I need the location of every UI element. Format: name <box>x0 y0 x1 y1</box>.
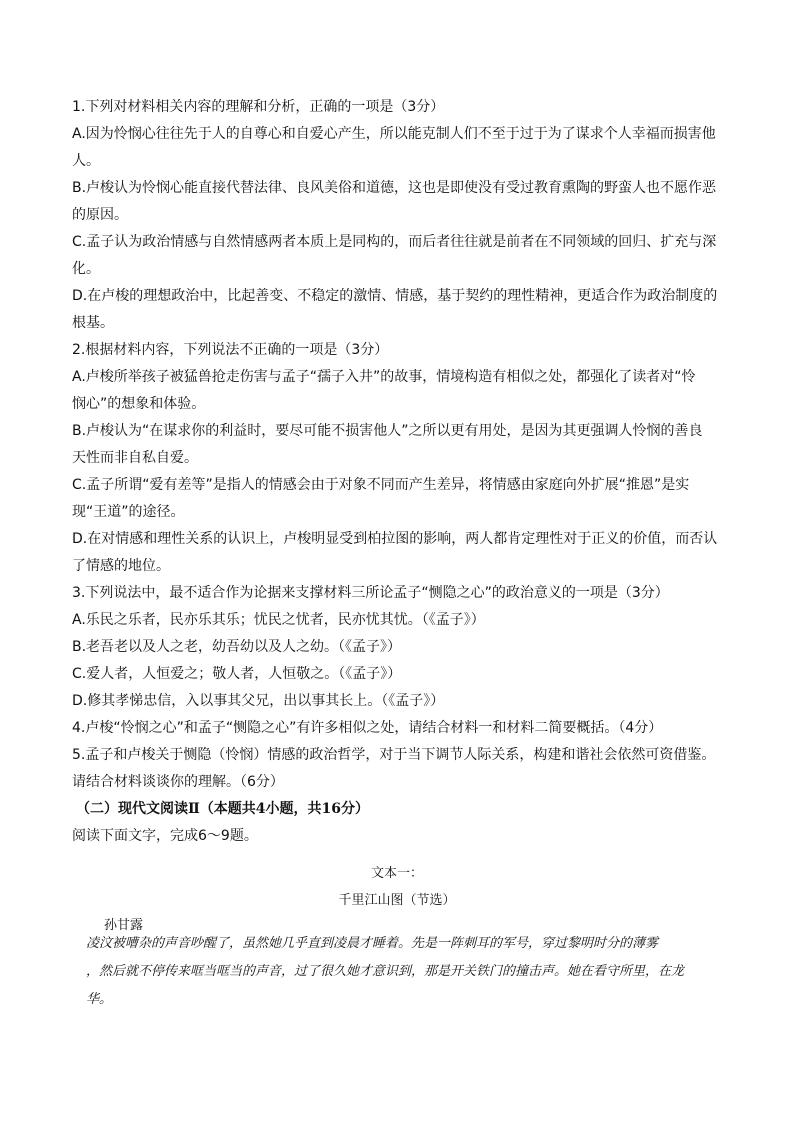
text-title: 千里江山图（节选） <box>338 893 456 908</box>
text-label: 文本一： <box>370 866 423 881</box>
q2-option-c-line1: C.孟子所谓“爱有差等”是指人的情感会由于对象不同而产生差异，将情感由家庭向外扩展“推恩”是实 <box>72 477 690 493</box>
q2-option-d-line2: 了情感的地位。 <box>72 558 170 574</box>
q2-option-d-line1: D.在对情感和理性关系的认识上，卢梭明显受到柏拉图的影响，两人都肯定理性对于正义的价值，而否认 <box>72 531 718 547</box>
q3-option-b: B.老吾老以及人之老，幼吾幼以及人之幼。（《孟子》） <box>72 639 402 655</box>
question-4: 4.卢梭“怜悯之心”和孟子“恻隐之心”有许多相似之处，请结合材料一和材料二简要概括。（4分） <box>72 720 663 736</box>
q3-option-d: D.修其孝悌忠信，入以事其父兄，出以事其长上。（《孟子》） <box>72 693 445 709</box>
q1-option-d-line2: 根基。 <box>72 315 114 331</box>
q1-option-d-line1: D.在卢梭的理想政治中，比起善变、不稳定的激情、情感，基于契约的理性精神，更适合作为政治制度的 <box>72 288 718 304</box>
section-heading: （二）现代文阅读Ⅱ（本题共4小题，共16分） <box>76 801 370 817</box>
reading-instruction: 阅读下面文字，完成6～9题。 <box>72 828 258 844</box>
q1-option-b-line1: B.卢梭认为怜悯心能直接代替法律、良风美俗和道德，这也是即使没有受过教育熏陶的野蛮人也不愿作恶 <box>72 180 717 196</box>
q2-option-b-line2: 天性而非自私自爱。 <box>72 450 198 466</box>
author-name: 孙甘露 <box>104 918 144 933</box>
q3-option-a: A.乐民之乐者，民亦乐其乐；忧民之忧者，民亦忧其忧。（《孟子》） <box>72 612 485 628</box>
question-2-stem: 2.根据材料内容，下列说法不正确的一项是（3分） <box>72 342 389 358</box>
passage-line: 华。 <box>86 992 113 1007</box>
q1-option-a-line2: 人。 <box>72 153 100 169</box>
question-block <box>72 94 724 850</box>
question-1-stem: 1.下列对材料相关内容的理解和分析，正确的一项是（3分） <box>72 99 445 115</box>
question-5-line1: 5.孟子和卢梭关于恻隐（怜悯）情感的政治哲学，对于当下调节人际关系，构建和谐社会依然可资借鉴。 <box>72 747 716 763</box>
question-5-line2: 请结合材料谈谈你的理解。（6分） <box>72 774 284 790</box>
q1-option-a-line1: A.因为怜悯心往往先于人的自尊心和自爱心产生，所以能克制人们不至于过于为了谋求个人幸福而损害他 <box>72 126 716 142</box>
passage-line: 凌汶被嘈杂的声音吵醒了，虽然她几乎直到凌晨才睡着。先是一阵刺耳的军号，穿过黎明时分的薄雾 <box>86 936 659 951</box>
q1-option-c-line2: 化。 <box>72 261 100 277</box>
q2-option-a-line2: 悯心”的想象和体验。 <box>72 396 206 412</box>
q1-option-c-line1: C.孟子认为政治情感与自然情感两者本质上是同构的，而后者往往就是前者在不同领域的回归、扩充与深 <box>72 234 717 250</box>
q2-option-b-line1: B.卢梭认为“在谋求你的利益时，要尽可能不损害他人”之所以更有用处，是因为其更强调人怜悯的善良 <box>72 423 703 439</box>
question-3-stem: 3.下列说法中，最不适合作为论据来支撑材料三所论孟子“恻隐之心”的政治意义的一项是（3分） <box>72 585 669 601</box>
q2-option-c-line2: 现“王道”的途径。 <box>72 504 185 520</box>
passage-line: ，然后就不停传来哐当哐当的声音，过了很久她才意识到，那是开关铁门的撞击声。她在看守所里，在龙 <box>86 964 685 979</box>
passage-body <box>86 930 722 1014</box>
q1-option-b-line2: 的原因。 <box>72 207 128 223</box>
q2-option-a-line1: A.卢梭所举孩子被猛兽抢走伤害与孟子“孺子入井”的故事，情境构造有相似之处，都强化了读者对“怜 <box>72 369 696 385</box>
q3-option-c: C.爱人者，人恒爱之；敬人者，人恒敬之。（《孟子》） <box>72 666 402 682</box>
